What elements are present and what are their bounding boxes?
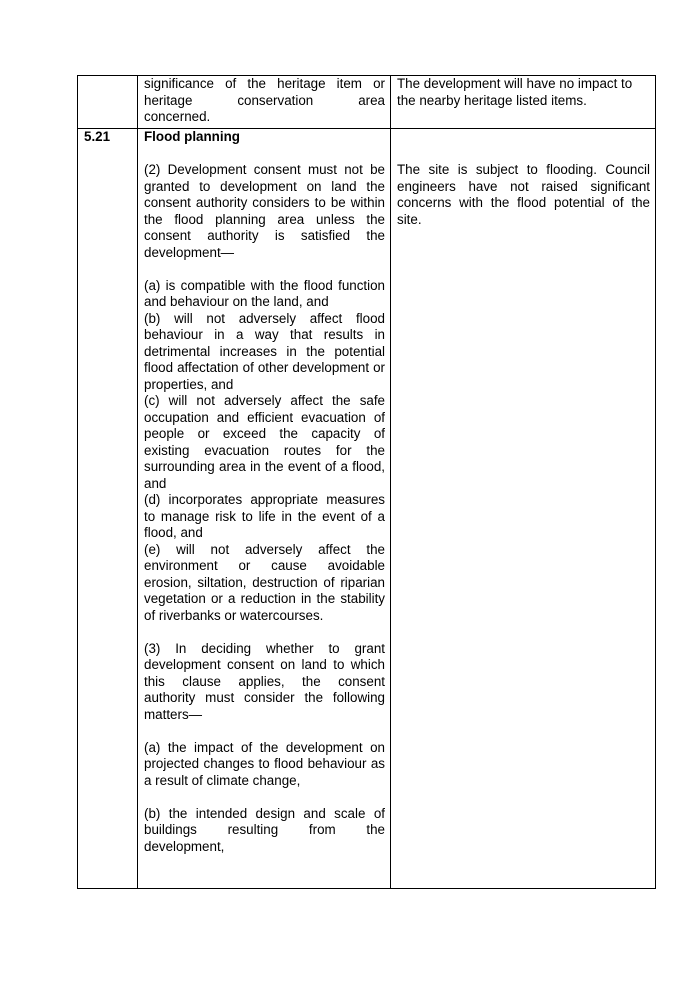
item-e: (e) will not adversely affect the environment or cause avoidable erosion, siltation, destruction of riparian vegetation or a reduction in the stability of riverbanks or watercourses. [144,541,385,623]
comment-cell [391,76,656,129]
clause-cell [78,76,138,129]
item-3a: (a) the impact of the development on projected changes to flood behaviour as a result of climate change, [144,739,385,788]
requirement-line: heritage conservation area [144,92,385,108]
comment-cell [391,129,656,889]
comment-line: The development will have no impact to [397,76,633,91]
requirement-cell [138,129,391,889]
item-3b: (b) the intended design and scale of buildings resulting from the development, [144,805,385,854]
clause-number: 5.21 [84,129,111,144]
requirement-cell [138,76,391,129]
item-b: (b) will not adversely affect flood behaviour in a way that results in detrimental increases in the potential flood affectation of other development or properties, and [144,310,385,392]
clause-cell [78,129,138,889]
table-row [78,76,656,129]
comment-line: the nearby heritage listed items. [397,92,587,108]
subclause-3: (3) In deciding whether to grant development consent on land to which this clause applies, the consent authority must consider the following matters— [144,640,385,722]
item-c: (c) will not adversely affect the safe occupation and efficient evacuation of people or exceed the capacity of existing evacuation routes for the surrounding area in the event of a flood, and [144,393,385,491]
assessment-table [77,75,656,889]
table-row [78,129,656,889]
requirement-line: significance of the heritage item or [144,76,385,91]
requirement-line: concerned. [144,109,211,124]
subclause-2: (2) Development consent must not be granted to development on land the consent authority considers to be within the flood planning area unless the consent authority is satisfied the development— [144,162,385,260]
item-d: (d) incorporates appropriate measures to manage risk to life in the event of a flood, and [144,492,385,540]
item-a: (a) is compatible with the flood function and behaviour on the land, and [144,277,385,309]
flood-comment: The site is subject to flooding. Council engineers have not raised significant concerns with the flood potential of the site. [397,162,650,227]
clause-heading: Flood planning [144,129,240,144]
